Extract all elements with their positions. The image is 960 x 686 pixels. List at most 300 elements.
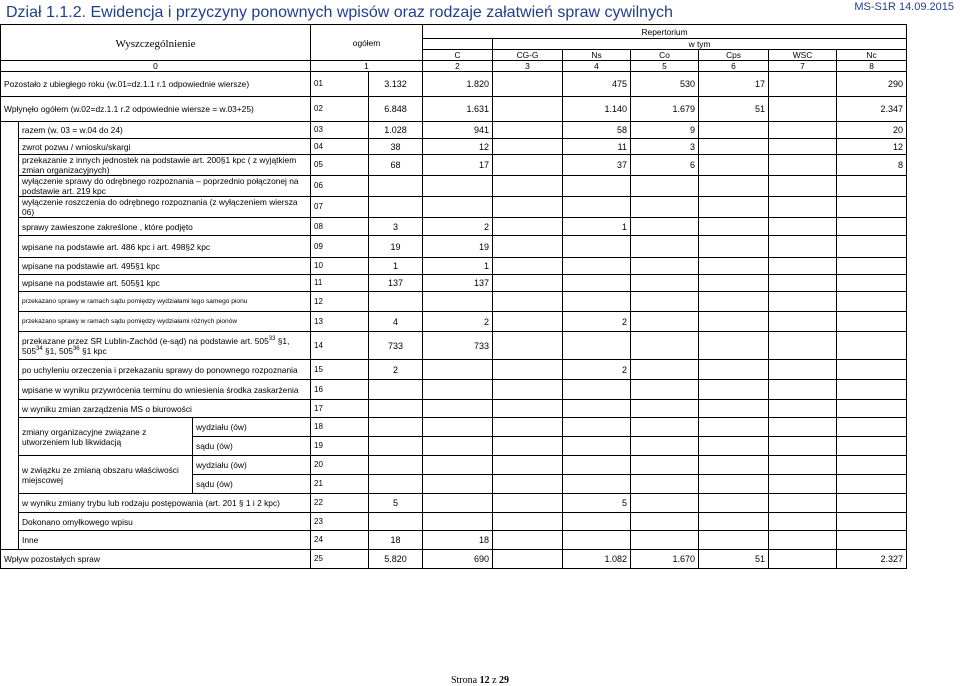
table-row	[1, 332, 907, 360]
cell-ns: 2	[563, 312, 631, 332]
cell-cps	[699, 380, 769, 400]
table-row	[1, 122, 907, 139]
cell-co	[631, 418, 699, 437]
cell-total: 6.848	[369, 97, 423, 122]
cell-total: 4	[369, 312, 423, 332]
col-header-co: Co	[631, 50, 699, 61]
row-label: zwrot pozwu / wniosku/skargi	[19, 139, 311, 155]
cell-c	[423, 494, 493, 513]
cell-cps	[699, 197, 769, 218]
col-header-nc: Nc	[837, 50, 907, 61]
cell-ns	[563, 236, 631, 258]
col-number-2: 2	[423, 61, 493, 72]
cell-cg-g	[493, 292, 563, 312]
cell-cps	[699, 475, 769, 494]
row-label: Wpłynęło ogółem (w.02=dz.1.1 r.2 odpowiednie wiersze = w.03+25)	[1, 97, 311, 122]
row-label: wpisane w wyniku przywrócenia terminu do wniesienia środka zaskarżenia	[19, 380, 311, 400]
cell-cg-g	[493, 360, 563, 380]
cell-ns	[563, 418, 631, 437]
cell-cps: 17	[699, 72, 769, 97]
cell-cps	[699, 400, 769, 418]
cell-ns: 5	[563, 494, 631, 513]
table-row	[1, 494, 907, 513]
cell-cg-g	[493, 437, 563, 456]
records-table	[0, 24, 907, 569]
cell-nc	[837, 360, 907, 380]
cell-cps	[699, 236, 769, 258]
cell-cg-g	[493, 218, 563, 236]
cell-co	[631, 332, 699, 360]
cell-cps	[699, 494, 769, 513]
row-label: Pozostało z ubiegłego roku (w.01=dz.1.1 r.1 odpowiednie wiersze)	[1, 72, 311, 97]
cell-ns: 1.082	[563, 550, 631, 569]
header-in-that: w tym	[493, 39, 907, 50]
page-label: Strona	[450, 675, 478, 686]
cell-nc: 12	[837, 139, 907, 155]
table-row	[1, 236, 907, 258]
cell-cg-g	[493, 550, 563, 569]
cell-co: 9	[631, 122, 699, 139]
cell-wsc	[769, 513, 837, 531]
row-label: przekazano sprawy w ramach sądu pomiędzy wydziałami tego samego pionu	[19, 292, 311, 312]
cell-c: 1	[423, 258, 493, 275]
cell-ns: 58	[563, 122, 631, 139]
row-number: 24	[311, 531, 369, 550]
cell-nc	[837, 332, 907, 360]
row-label: przekazane przez SR Lublin-Zachód (e-sąd) na podstawie art. $505^{33}$ §1, $505^{34}$ §1, $505^{36}$ §1 kpc	[19, 332, 311, 360]
cell-co: 530	[631, 72, 699, 97]
header-total: ogółem	[311, 25, 423, 61]
page-title: Dział 1.1.2. Ewidencja i przyczyny ponownych wpisów oraz rodzaje załatwień spraw cywilnych	[6, 4, 673, 21]
row-number: 22	[311, 494, 369, 513]
cell-cps	[699, 139, 769, 155]
cell-co	[631, 380, 699, 400]
cell-total: 5.820	[369, 550, 423, 569]
row-number: 11	[311, 275, 369, 292]
col-header-c: C	[423, 50, 493, 61]
col-header-cps: Cps	[699, 50, 769, 61]
row-label: Dokonano omyłkowego wpisu	[19, 513, 311, 531]
cell-c: 137	[423, 275, 493, 292]
cell-nc	[837, 258, 907, 275]
cell-cg-g	[493, 155, 563, 176]
cell-cg-g	[493, 494, 563, 513]
cell-ns	[563, 513, 631, 531]
cell-cps	[699, 218, 769, 236]
cell-total	[369, 400, 423, 418]
row-number: 04	[311, 139, 369, 155]
cell-total	[369, 475, 423, 494]
cell-total: 3.132	[369, 72, 423, 97]
cell-nc	[837, 475, 907, 494]
row-number: 18	[311, 418, 369, 437]
cell-ns	[563, 531, 631, 550]
cell-nc	[837, 218, 907, 236]
row-number: 12	[311, 292, 369, 312]
row-number: 05	[311, 155, 369, 176]
cell-c	[423, 360, 493, 380]
cell-cps	[699, 312, 769, 332]
cell-co	[631, 292, 699, 312]
cell-wsc	[769, 139, 837, 155]
row-label: przekazano sprawy w ramach sądu pomiędzy wydziałami różnych pionów	[19, 312, 311, 332]
cell-cg-g	[493, 197, 563, 218]
row-number: 09	[311, 236, 369, 258]
row-number: 07	[311, 197, 369, 218]
cell-cg-g	[493, 418, 563, 437]
cell-cg-g	[493, 456, 563, 475]
row-number: 10	[311, 258, 369, 275]
cell-co	[631, 400, 699, 418]
cell-c	[423, 380, 493, 400]
cell-cps	[699, 292, 769, 312]
cell-c	[423, 176, 493, 197]
row-number: 02	[311, 97, 369, 122]
cell-nc	[837, 176, 907, 197]
cell-c: 2	[423, 312, 493, 332]
cell-total	[369, 380, 423, 400]
cell-cps	[699, 418, 769, 437]
cell-cg-g	[493, 236, 563, 258]
cell-ns: 11	[563, 139, 631, 155]
cell-total: 1	[369, 258, 423, 275]
cell-nc: 290	[837, 72, 907, 97]
cell-cg-g	[493, 400, 563, 418]
col-number-3: 3	[493, 61, 563, 72]
cell-ns: 2	[563, 360, 631, 380]
cell-nc: 20	[837, 122, 907, 139]
cell-co: 1.670	[631, 550, 699, 569]
row-label: w wyniku zmiany trybu lub rodzaju postępowania (art. 201 § 1 i 2 kpc)	[19, 494, 311, 513]
table-row	[1, 531, 907, 550]
cell-total	[369, 513, 423, 531]
cell-wsc	[769, 236, 837, 258]
cell-c	[423, 292, 493, 312]
cell-co	[631, 197, 699, 218]
table-row	[1, 218, 907, 236]
group-label-territorial: w związku ze zmianą obszaru właściwości miejscowej	[19, 456, 193, 494]
cell-ns	[563, 197, 631, 218]
cell-co	[631, 258, 699, 275]
cell-wsc	[769, 550, 837, 569]
col-header-wsc: WSC	[769, 50, 837, 61]
cell-cps	[699, 513, 769, 531]
col-number-7: 7	[769, 61, 837, 72]
col-header-ns: Ns	[563, 50, 631, 61]
table-row	[1, 197, 907, 218]
row-label: wydziału (ów)	[193, 456, 311, 475]
row-number: 14	[311, 332, 369, 360]
cell-co	[631, 475, 699, 494]
cell-co	[631, 531, 699, 550]
cell-wsc	[769, 456, 837, 475]
cell-co: 1.679	[631, 97, 699, 122]
cell-cps: 51	[699, 97, 769, 122]
cell-cg-g	[493, 97, 563, 122]
cell-cg-g	[493, 139, 563, 155]
cell-ns	[563, 332, 631, 360]
row-number: 08	[311, 218, 369, 236]
cell-wsc	[769, 275, 837, 292]
cell-total	[369, 176, 423, 197]
cell-co	[631, 456, 699, 475]
cell-cps: 51	[699, 550, 769, 569]
cell-c: 17	[423, 155, 493, 176]
cell-ns	[563, 258, 631, 275]
cell-cg-g	[493, 312, 563, 332]
page-total: 29	[499, 675, 510, 686]
cell-co	[631, 360, 699, 380]
table-row	[1, 312, 907, 332]
cell-ns: 475	[563, 72, 631, 97]
row-number: 23	[311, 513, 369, 531]
cell-total: 733	[369, 332, 423, 360]
table-row	[1, 275, 907, 292]
cell-co	[631, 275, 699, 292]
cell-wsc	[769, 218, 837, 236]
cell-total: 19	[369, 236, 423, 258]
cell-cg-g	[493, 332, 563, 360]
table-row	[1, 258, 907, 275]
row-number: 17	[311, 400, 369, 418]
cell-cg-g	[493, 72, 563, 97]
cell-total	[369, 418, 423, 437]
group-label-organizational: zmiany organizacyjne związane z utworzeniem lub likwidacją	[19, 418, 193, 456]
row-label: wpisane na podstawie art. 495§1 kpc	[19, 258, 311, 275]
row-number: 15	[311, 360, 369, 380]
cell-co	[631, 494, 699, 513]
cell-nc	[837, 513, 907, 531]
cell-wsc	[769, 312, 837, 332]
row-label: sądu (ów)	[193, 475, 311, 494]
cell-c: 12	[423, 139, 493, 155]
row-label: sądu (ów)	[193, 437, 311, 456]
cell-cps	[699, 275, 769, 292]
cell-total: 3	[369, 218, 423, 236]
row-number: 25	[311, 550, 369, 569]
table-row	[1, 456, 907, 475]
cell-co	[631, 218, 699, 236]
cell-total: 38	[369, 139, 423, 155]
cell-nc	[837, 531, 907, 550]
cell-total: 137	[369, 275, 423, 292]
cell-ns	[563, 437, 631, 456]
cell-wsc	[769, 258, 837, 275]
cell-wsc	[769, 176, 837, 197]
cell-total	[369, 197, 423, 218]
cell-c	[423, 400, 493, 418]
cell-cps	[699, 437, 769, 456]
row-label: przekazanie z innych jednostek na podstawie art. 200§1 kpc ( z wyjątkiem zmian organizacyjnych)	[19, 155, 311, 176]
cell-cps	[699, 122, 769, 139]
cell-cg-g	[493, 380, 563, 400]
cell-ns: 1	[563, 218, 631, 236]
cell-nc	[837, 312, 907, 332]
table-row	[1, 155, 907, 176]
cell-total	[369, 292, 423, 312]
col-number-0: 0	[1, 61, 311, 72]
cell-co: 3	[631, 139, 699, 155]
cell-c: 1.820	[423, 72, 493, 97]
cell-wsc	[769, 418, 837, 437]
cell-wsc	[769, 360, 837, 380]
cell-co	[631, 312, 699, 332]
cell-nc	[837, 292, 907, 312]
cell-cg-g	[493, 176, 563, 197]
cell-cps	[699, 176, 769, 197]
header-repertorium: Repertorium	[423, 25, 907, 39]
row-number: 16	[311, 380, 369, 400]
cell-wsc	[769, 380, 837, 400]
cell-nc	[837, 418, 907, 437]
cell-nc	[837, 197, 907, 218]
row-label: wpisane na podstawie art. 486 kpc i art. 498§2 kpc	[19, 236, 311, 258]
cell-c: 941	[423, 122, 493, 139]
page-footer	[0, 675, 960, 686]
cell-c: 18	[423, 531, 493, 550]
row-label: wpisane na podstawie art. 505§1 kpc	[19, 275, 311, 292]
row-number: 21	[311, 475, 369, 494]
row-label: po uchyleniu orzeczenia i przekazaniu sprawy do ponownego rozpoznania	[19, 360, 311, 380]
row-number: 06	[311, 176, 369, 197]
page-separator: z	[492, 675, 497, 686]
cell-cps	[699, 155, 769, 176]
table-row	[1, 292, 907, 312]
cell-wsc	[769, 475, 837, 494]
cell-total	[369, 456, 423, 475]
cell-co	[631, 176, 699, 197]
cell-wsc	[769, 437, 837, 456]
cell-nc: 2.347	[837, 97, 907, 122]
row-number: 03	[311, 122, 369, 139]
cell-ns	[563, 380, 631, 400]
row-label: w wyniku zmian zarządzenia MS o biurowości	[19, 400, 311, 418]
cell-wsc	[769, 197, 837, 218]
cell-ns	[563, 275, 631, 292]
cell-nc	[837, 456, 907, 475]
col-number-6: 6	[699, 61, 769, 72]
cell-cg-g	[493, 275, 563, 292]
cell-nc	[837, 400, 907, 418]
cell-cg-g	[493, 531, 563, 550]
cell-total: 68	[369, 155, 423, 176]
table-row	[1, 418, 907, 437]
cell-cps	[699, 531, 769, 550]
cell-wsc	[769, 155, 837, 176]
cell-total	[369, 437, 423, 456]
side-label	[1, 122, 19, 550]
cell-nc	[837, 494, 907, 513]
cell-wsc	[769, 494, 837, 513]
table-row	[1, 139, 907, 155]
header-spacer	[423, 39, 493, 50]
cell-cps	[699, 456, 769, 475]
cell-total: 18	[369, 531, 423, 550]
cell-nc: 8	[837, 155, 907, 176]
row-label: sprawy zawieszone zakreślone , które podjęto	[19, 218, 311, 236]
table-row	[1, 360, 907, 380]
cell-co	[631, 236, 699, 258]
row-label: wyłączenie sprawy do odrębnego rozpoznania – poprzednio połączonej na podstawie art. 219 kpc	[19, 176, 311, 197]
cell-wsc	[769, 122, 837, 139]
cell-c	[423, 197, 493, 218]
cell-c	[423, 475, 493, 494]
col-number-1: 1	[311, 61, 423, 72]
row-label: razem (w. 03 = w.04 do 24)	[19, 122, 311, 139]
table-row	[1, 72, 907, 97]
col-header-cg-g: CG-G	[493, 50, 563, 61]
cell-cps	[699, 360, 769, 380]
cell-wsc	[769, 332, 837, 360]
row-label: Wpływ pozostałych spraw	[1, 550, 311, 569]
cell-cg-g	[493, 513, 563, 531]
row-label: Inne	[19, 531, 311, 550]
table-row	[1, 400, 907, 418]
cell-cps	[699, 258, 769, 275]
form-code: MS-S1R 14.09.2015	[854, 1, 954, 13]
cell-ns	[563, 400, 631, 418]
cell-nc	[837, 236, 907, 258]
cell-c	[423, 437, 493, 456]
row-number: 20	[311, 456, 369, 475]
cell-nc	[837, 380, 907, 400]
cell-c: 19	[423, 236, 493, 258]
cell-cg-g	[493, 122, 563, 139]
cell-wsc	[769, 400, 837, 418]
cell-c	[423, 456, 493, 475]
cell-ns	[563, 176, 631, 197]
cell-total: 1.028	[369, 122, 423, 139]
cell-wsc	[769, 72, 837, 97]
cell-nc: 2.327	[837, 550, 907, 569]
page-current: 12	[479, 675, 490, 686]
cell-c: 733	[423, 332, 493, 360]
cell-wsc	[769, 97, 837, 122]
table-row	[1, 550, 907, 569]
cell-c	[423, 418, 493, 437]
cell-wsc	[769, 292, 837, 312]
cell-ns	[563, 292, 631, 312]
cell-cps	[699, 332, 769, 360]
cell-cg-g	[493, 258, 563, 275]
header-specification: Wyszczególnienie	[1, 25, 311, 61]
row-number: 01	[311, 72, 369, 97]
cell-total: 2	[369, 360, 423, 380]
cell-co	[631, 513, 699, 531]
table-row	[1, 380, 907, 400]
cell-cg-g	[493, 475, 563, 494]
cell-co	[631, 437, 699, 456]
cell-c	[423, 513, 493, 531]
col-number-8: 8	[837, 61, 907, 72]
row-number: 19	[311, 437, 369, 456]
cell-c: 1.631	[423, 97, 493, 122]
cell-ns	[563, 456, 631, 475]
row-label: wydziału (ów)	[193, 418, 311, 437]
cell-co: 6	[631, 155, 699, 176]
cell-wsc	[769, 531, 837, 550]
table-row	[1, 176, 907, 197]
cell-ns: 37	[563, 155, 631, 176]
table-row	[1, 513, 907, 531]
col-number-4: 4	[563, 61, 631, 72]
cell-total: 5	[369, 494, 423, 513]
cell-ns: 1.140	[563, 97, 631, 122]
table-row	[1, 97, 907, 122]
cell-ns	[563, 475, 631, 494]
cell-c: 2	[423, 218, 493, 236]
col-number-5: 5	[631, 61, 699, 72]
